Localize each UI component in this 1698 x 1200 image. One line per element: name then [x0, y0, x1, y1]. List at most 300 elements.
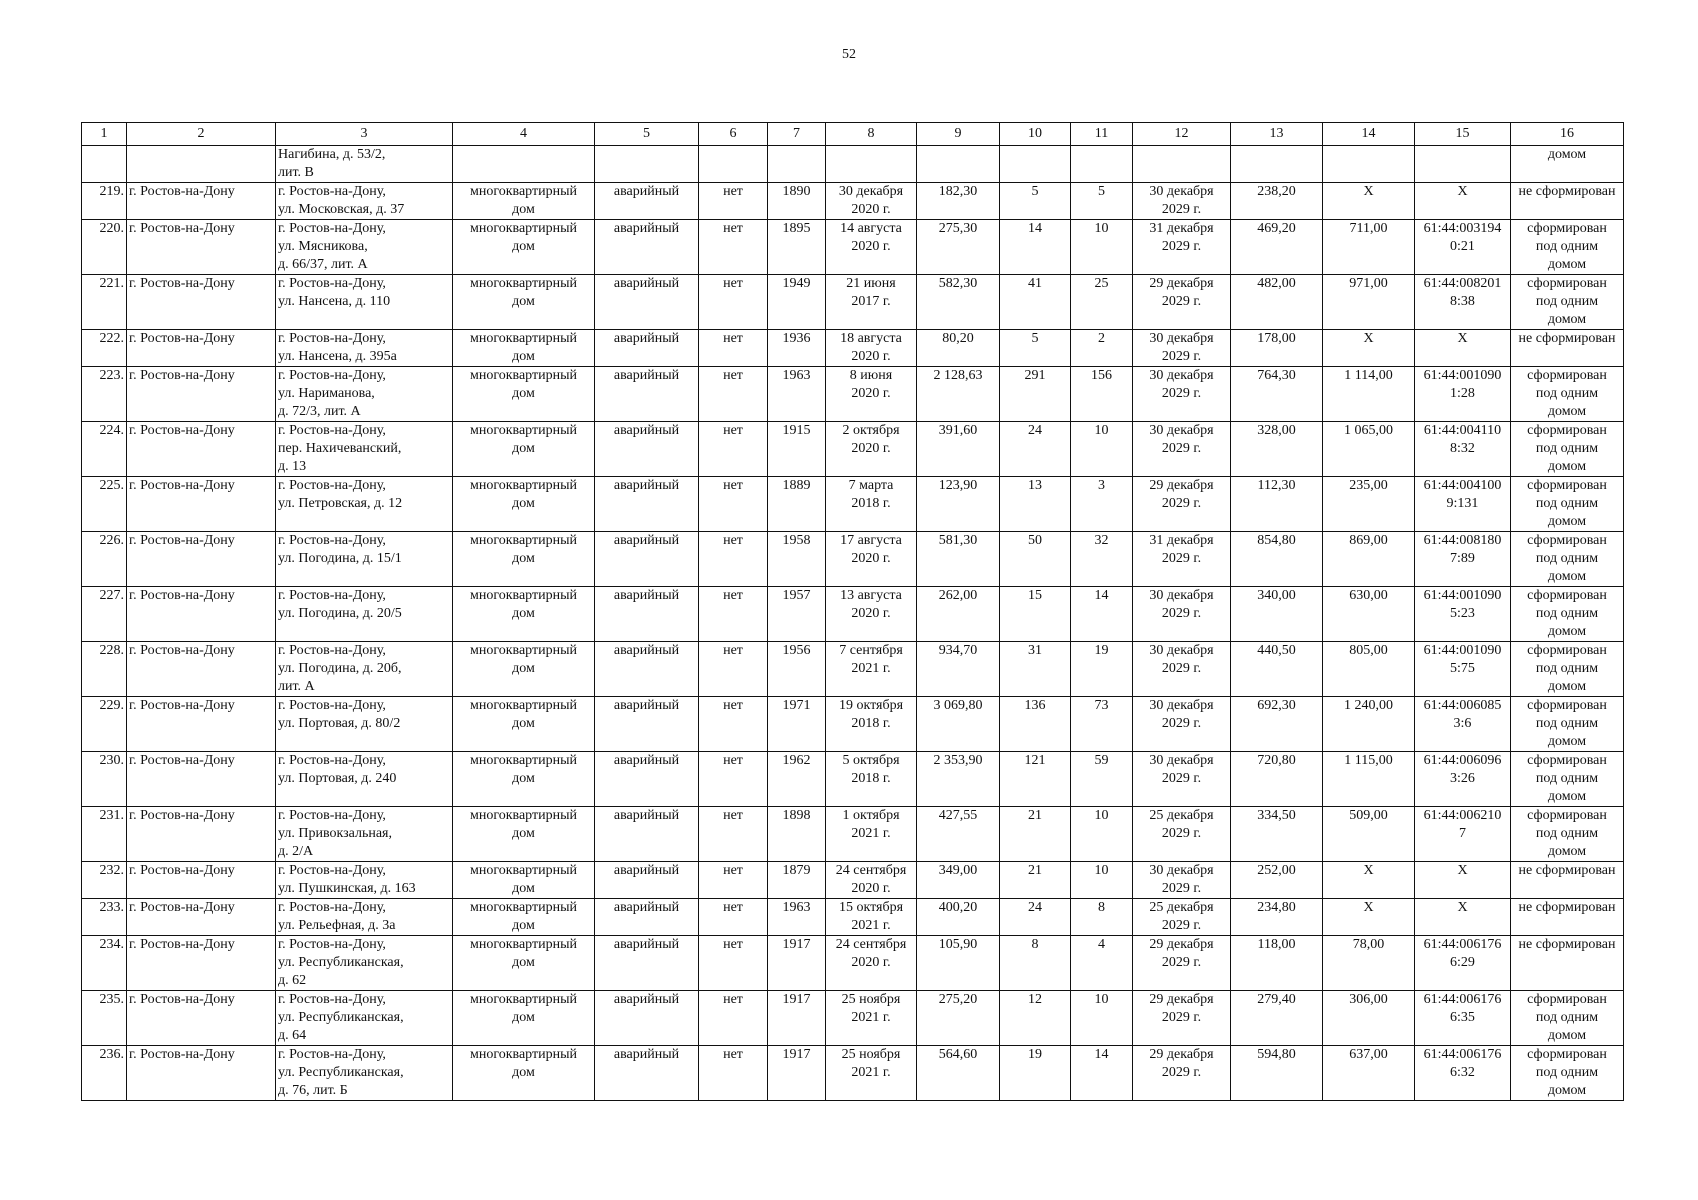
cell-line: г. Ростов-на-Дону [129, 808, 235, 823]
cell-line: 32 [1094, 533, 1109, 548]
cell-line: 692,30 [1257, 698, 1296, 713]
cell-address [276, 422, 453, 477]
cell-municipality [127, 183, 276, 220]
cell-apartments [1071, 807, 1133, 862]
cell-line: многоквартирный [469, 331, 577, 346]
cell-line: 6:29 [1450, 955, 1475, 970]
cell-residents [1000, 807, 1071, 862]
cell-municipality [127, 146, 276, 183]
cell-plot-status [1511, 220, 1624, 275]
cell-line: 2020 г. [851, 239, 891, 254]
cell-resettlement-date [1133, 275, 1231, 330]
cell-residents [1000, 422, 1071, 477]
cell-recognition-date [826, 477, 917, 532]
cell-recognition-date [826, 183, 917, 220]
cell-line: домом [1547, 789, 1587, 804]
cell-cadastral-number [1415, 532, 1511, 587]
cell-recognition-date [826, 422, 917, 477]
cell-area [917, 807, 1000, 862]
cell-land-area [1231, 587, 1323, 642]
cell-line: 2020 г. [851, 386, 891, 401]
cell-line: аварийный [613, 863, 680, 878]
cell-line: 1 065,00 [1344, 423, 1393, 438]
cell-line: нет [723, 423, 743, 438]
cell-line: 2020 г. [851, 349, 891, 364]
cell-address [276, 1046, 453, 1101]
cell-residents [1000, 936, 1071, 991]
cell-municipality [127, 899, 276, 936]
cell-line: 8 июня [849, 368, 893, 383]
cell-year [768, 532, 826, 587]
cell-line: 30 декабря [1149, 588, 1214, 603]
cell-condition [595, 220, 699, 275]
cell-line: под одним [1535, 771, 1599, 786]
table-row [82, 936, 1624, 991]
cell-condition [595, 642, 699, 697]
cell-apartments [1071, 330, 1133, 367]
cell-line: дом [512, 771, 535, 786]
cell-line: 30 декабря [1149, 643, 1214, 658]
cell-address [276, 991, 453, 1046]
cell-line: 349,00 [938, 863, 978, 878]
cell-line: 227. [99, 588, 124, 603]
cell-line: дом [512, 716, 535, 731]
cell-line: 61:44:004100 [1423, 478, 1502, 493]
cell-line: 59 [1094, 753, 1109, 768]
column-header: 14 [1323, 123, 1415, 146]
cell-condition [595, 422, 699, 477]
cell-line: нет [723, 863, 743, 878]
cell-line: 10 [1094, 808, 1109, 823]
cell-line: 4 [1098, 937, 1105, 952]
cell-line: под одним [1535, 716, 1599, 731]
cell-line: не сформирован [1518, 937, 1616, 952]
table-row [82, 477, 1624, 532]
cell-flag [699, 642, 768, 697]
cell-line: многоквартирный [469, 368, 577, 383]
cell-line: 61:44:001090 [1423, 643, 1502, 658]
cell-plot-status [1511, 697, 1624, 752]
cell-resettlement-date [1133, 532, 1231, 587]
cell-plot-area [1323, 587, 1415, 642]
cell-line: 2029 г. [1161, 386, 1202, 401]
cell-cadastral-number [1415, 862, 1511, 899]
cell-line: X [1457, 863, 1468, 878]
cell-line: сформирован [1527, 1047, 1607, 1062]
cell-line: 14 [1094, 588, 1109, 603]
cell-area [917, 587, 1000, 642]
cell-municipality [127, 275, 276, 330]
cell-resettlement-date [1133, 807, 1231, 862]
column-header: 8 [826, 123, 917, 146]
cell-line: 50 [1028, 533, 1042, 548]
cell-building-type [453, 367, 595, 422]
cell-line: 17 августа [840, 533, 902, 548]
cell-line: 2029 г. [1161, 349, 1202, 364]
cell-line: г. Ростов-на-Дону, [278, 423, 386, 438]
cell-resettlement-date [1133, 1046, 1231, 1101]
cell-plot-status [1511, 752, 1624, 807]
cell-flag [699, 146, 768, 183]
cell-index [82, 899, 127, 936]
cell-land-area [1231, 220, 1323, 275]
cell-building-type [453, 697, 595, 752]
cell-line: 238,20 [1257, 184, 1296, 199]
cell-line: Нагибина, д. 53/2, [278, 147, 386, 162]
cell-condition [595, 275, 699, 330]
cell-plot-status [1511, 422, 1624, 477]
cell-line: аварийный [613, 753, 680, 768]
cell-land-area [1231, 807, 1323, 862]
cell-line: 328,00 [1257, 423, 1296, 438]
cell-line: многоквартирный [469, 221, 577, 236]
cell-index [82, 991, 127, 1046]
cell-line: г. Ростов-на-Дону [129, 992, 235, 1007]
cell-line: домом [1547, 624, 1587, 639]
cell-index [82, 642, 127, 697]
cell-line: 2029 г. [1161, 1010, 1202, 1025]
cell-municipality [127, 367, 276, 422]
cell-line: г. Ростов-на-Дону, [278, 478, 386, 493]
cell-address [276, 642, 453, 697]
cell-line: 2029 г. [1161, 716, 1202, 731]
cell-plot-area [1323, 697, 1415, 752]
cell-line: 15 октября [838, 900, 904, 915]
cell-address [276, 183, 453, 220]
cell-line: 262,00 [938, 588, 978, 603]
cell-cadastral-number [1415, 367, 1511, 422]
cell-flag [699, 532, 768, 587]
cell-line: 15 [1028, 588, 1042, 603]
cell-line: 2029 г. [1161, 496, 1202, 511]
cell-line: 564,60 [938, 1047, 978, 1062]
cell-line: г. Ростов-на-Дону [129, 331, 235, 346]
cell-line: 232. [99, 863, 124, 878]
cell-plot-status [1511, 587, 1624, 642]
cell-line: нет [723, 753, 743, 768]
cell-flag [699, 422, 768, 477]
cell-flag [699, 1046, 768, 1101]
cell-line: 2018 г. [851, 496, 891, 511]
cell-area [917, 275, 1000, 330]
cell-line: 400,20 [938, 900, 978, 915]
cell-flag [699, 183, 768, 220]
cell-line: аварийный [613, 221, 680, 236]
cell-cadastral-number [1415, 146, 1511, 183]
cell-line: под одним [1535, 294, 1599, 309]
cell-line: 469,20 [1257, 221, 1296, 236]
cell-plot-status [1511, 183, 1624, 220]
cell-municipality [127, 807, 276, 862]
cell-index [82, 422, 127, 477]
cell-year [768, 807, 826, 862]
cell-line: ул. Погодина, д. 20б, [278, 661, 402, 676]
cell-line: 25 [1094, 276, 1109, 291]
cell-line: 24 [1028, 423, 1042, 438]
cell-line: 5 [1031, 331, 1039, 346]
cell-line: дом [512, 441, 535, 456]
cell-plot-status [1511, 532, 1624, 587]
cell-line: домом [1547, 1083, 1587, 1098]
cell-line: под одним [1535, 1010, 1599, 1025]
cell-plot-area [1323, 642, 1415, 697]
cell-line: г. Ростов-на-Дону, [278, 863, 386, 878]
cell-address [276, 936, 453, 991]
cell-line: г. Ростов-на-Дону [129, 1047, 235, 1062]
cell-line: 112,30 [1257, 478, 1296, 493]
cell-condition [595, 183, 699, 220]
cell-year [768, 862, 826, 899]
cell-line: 61:44:004110 [1423, 423, 1502, 438]
cell-line: нет [723, 643, 743, 658]
cell-apartments [1071, 642, 1133, 697]
cell-index [82, 532, 127, 587]
cell-line: 156 [1091, 368, 1112, 383]
cell-cadastral-number [1415, 752, 1511, 807]
cell-index [82, 183, 127, 220]
cell-municipality [127, 862, 276, 899]
column-header: 16 [1511, 123, 1624, 146]
cell-line: многоквартирный [469, 276, 577, 291]
cell-line: 223. [99, 368, 124, 383]
cell-line: дом [512, 826, 535, 841]
cell-line: г. Ростов-на-Дону [129, 753, 235, 768]
cell-flag [699, 991, 768, 1046]
cell-cadastral-number [1415, 697, 1511, 752]
cell-index [82, 752, 127, 807]
cell-line: 581,30 [938, 533, 978, 548]
table-row [82, 587, 1624, 642]
cell-line: 1917 [782, 992, 811, 1007]
cell-recognition-date [826, 697, 917, 752]
cell-line: 440,50 [1257, 643, 1296, 658]
cell-resettlement-date [1133, 146, 1231, 183]
cell-line: 1:28 [1450, 386, 1475, 401]
cell-line: ул. Петровская, д. 12 [278, 496, 403, 511]
cell-line: 805,00 [1349, 643, 1388, 658]
cell-recognition-date [826, 1046, 917, 1101]
cell-municipality [127, 477, 276, 532]
cell-year [768, 275, 826, 330]
page-number: 52 [842, 47, 856, 62]
cell-line: 228. [99, 643, 124, 658]
table-row [82, 330, 1624, 367]
cell-line: 3 [1098, 478, 1105, 493]
cell-residents [1000, 330, 1071, 367]
cell-plot-area [1323, 367, 1415, 422]
column-header: 4 [453, 123, 595, 146]
cell-plot-area [1323, 477, 1415, 532]
cell-line: ул. Мясникова, [278, 239, 368, 254]
cell-apartments [1071, 220, 1133, 275]
cell-line: 1917 [782, 937, 811, 952]
cell-line: нет [723, 276, 743, 291]
cell-line: 2020 г. [851, 551, 891, 566]
cell-line: 229. [99, 698, 124, 713]
cell-line: 1895 [782, 221, 811, 236]
cell-flag [699, 862, 768, 899]
cell-line: 221. [99, 276, 124, 291]
cell-line: ул. Нансена, д. 395а [278, 349, 397, 364]
cell-line: 1956 [782, 643, 811, 658]
cell-plot-area [1323, 422, 1415, 477]
cell-cadastral-number [1415, 807, 1511, 862]
cell-building-type [453, 220, 595, 275]
cell-line: 224. [99, 423, 124, 438]
cell-line: домом [1547, 679, 1587, 694]
cell-line: сформирован [1527, 588, 1607, 603]
cell-line: сформирован [1527, 221, 1607, 236]
cell-line: 3 069,80 [933, 698, 983, 713]
cell-building-type [453, 477, 595, 532]
table-row [82, 862, 1624, 899]
cell-line: ул. Нансена, д. 110 [278, 294, 391, 309]
cell-recognition-date [826, 752, 917, 807]
cell-land-area [1231, 697, 1323, 752]
cell-line: 2029 г. [1161, 955, 1202, 970]
cell-line: 234. [99, 937, 124, 952]
cell-line: 2029 г. [1161, 202, 1202, 217]
cell-line: 25 ноября [841, 992, 901, 1007]
cell-resettlement-date [1133, 936, 1231, 991]
cell-line: многоквартирный [469, 588, 577, 603]
cell-line: 2029 г. [1161, 441, 1202, 456]
cell-land-area [1231, 752, 1323, 807]
cell-plot-status [1511, 367, 1624, 422]
cell-recognition-date [826, 587, 917, 642]
cell-line: сформирован [1527, 276, 1607, 291]
cell-line: 9:131 [1446, 496, 1479, 511]
cell-line: сформирован [1527, 368, 1607, 383]
cell-plot-status [1511, 936, 1624, 991]
cell-line: дом [512, 202, 535, 217]
cell-cadastral-number [1415, 477, 1511, 532]
cell-line: нет [723, 698, 743, 713]
cell-flag [699, 367, 768, 422]
cell-plot-status [1511, 807, 1624, 862]
cell-line: домом [1547, 569, 1587, 584]
cell-line: 31 декабря [1149, 221, 1214, 236]
cell-line: аварийный [613, 1047, 680, 1062]
cell-condition [595, 697, 699, 752]
cell-line: 1963 [782, 900, 811, 915]
cell-land-area [1231, 991, 1323, 1046]
cell-area [917, 330, 1000, 367]
cell-line: 1936 [782, 331, 811, 346]
cell-line: 30 декабря [1149, 184, 1214, 199]
cell-line: 291 [1024, 368, 1046, 383]
cell-line: 29 декабря [1149, 992, 1214, 1007]
cell-line: ул. Республиканская, [278, 955, 404, 970]
cell-line: 21 [1028, 808, 1042, 823]
cell-line: 2021 г. [851, 1065, 891, 1080]
cell-municipality [127, 532, 276, 587]
cell-line: под одним [1535, 386, 1599, 401]
cell-line: г. Ростов-на-Дону, [278, 753, 386, 768]
cell-building-type [453, 330, 595, 367]
cell-line: 2020 г. [851, 881, 891, 896]
cell-resettlement-date [1133, 477, 1231, 532]
cell-residents [1000, 183, 1071, 220]
cell-line: 2020 г. [851, 441, 891, 456]
cell-line: д. 62 [278, 973, 307, 988]
cell-line: 0:21 [1450, 239, 1475, 254]
cell-line: г. Ростов-на-Дону, [278, 808, 386, 823]
cell-line: ул. Портовая, д. 80/2 [278, 716, 401, 731]
cell-line: аварийный [613, 643, 680, 658]
cell-line: 594,80 [1257, 1047, 1296, 1062]
cell-line: 29 декабря [1149, 478, 1214, 493]
cell-line: г. Ростов-на-Дону [129, 276, 235, 291]
table-row [82, 807, 1624, 862]
cell-residents [1000, 862, 1071, 899]
cell-line: нет [723, 937, 743, 952]
cell-index [82, 862, 127, 899]
cell-recognition-date [826, 807, 917, 862]
table-row [82, 991, 1624, 1046]
cell-line: X [1363, 184, 1374, 199]
cell-line: под одним [1535, 661, 1599, 676]
cell-line: 235,00 [1349, 478, 1388, 493]
cell-recognition-date [826, 899, 917, 936]
cell-line: 61:44:006210 [1423, 808, 1502, 823]
cell-index [82, 1046, 127, 1101]
column-header: 2 [127, 123, 276, 146]
column-header: 6 [699, 123, 768, 146]
cell-line: аварийный [613, 588, 680, 603]
cell-line: аварийный [613, 937, 680, 952]
cell-line: 340,00 [1257, 588, 1296, 603]
cell-plot-area [1323, 330, 1415, 367]
cell-line: 19 [1028, 1047, 1042, 1062]
table-row [82, 532, 1624, 587]
cell-line: аварийный [613, 533, 680, 548]
cell-line: дом [512, 661, 535, 676]
cell-address [276, 330, 453, 367]
cell-line: д. 2/А [278, 844, 314, 859]
cell-line: 25 декабря [1149, 900, 1214, 915]
cell-area [917, 899, 1000, 936]
cell-line: 14 августа [840, 221, 902, 236]
cell-year [768, 697, 826, 752]
cell-line: 123,90 [938, 478, 978, 493]
cell-building-type [453, 752, 595, 807]
column-header: 13 [1231, 123, 1323, 146]
cell-line: 19 октября [838, 698, 904, 713]
cell-line: 1963 [782, 368, 811, 383]
cell-line: 121 [1024, 753, 1046, 768]
cell-line: 8 [1031, 937, 1039, 952]
cell-address [276, 899, 453, 936]
cell-line: аварийный [613, 992, 680, 1007]
cell-year [768, 899, 826, 936]
column-number-row [82, 123, 1624, 146]
cell-address [276, 477, 453, 532]
cell-plot-area [1323, 1046, 1415, 1101]
cell-line: сформирован [1527, 753, 1607, 768]
cell-line: 869,00 [1349, 533, 1388, 548]
cell-line: домом [1547, 734, 1587, 749]
cell-line: 391,60 [938, 423, 978, 438]
cell-line: нет [723, 588, 743, 603]
cell-area [917, 862, 1000, 899]
cell-year [768, 422, 826, 477]
cell-land-area [1231, 936, 1323, 991]
cell-line: 1 115,00 [1344, 753, 1393, 768]
cell-line: многоквартирный [469, 1047, 577, 1062]
cell-line: 630,00 [1349, 588, 1388, 603]
cell-index [82, 330, 127, 367]
